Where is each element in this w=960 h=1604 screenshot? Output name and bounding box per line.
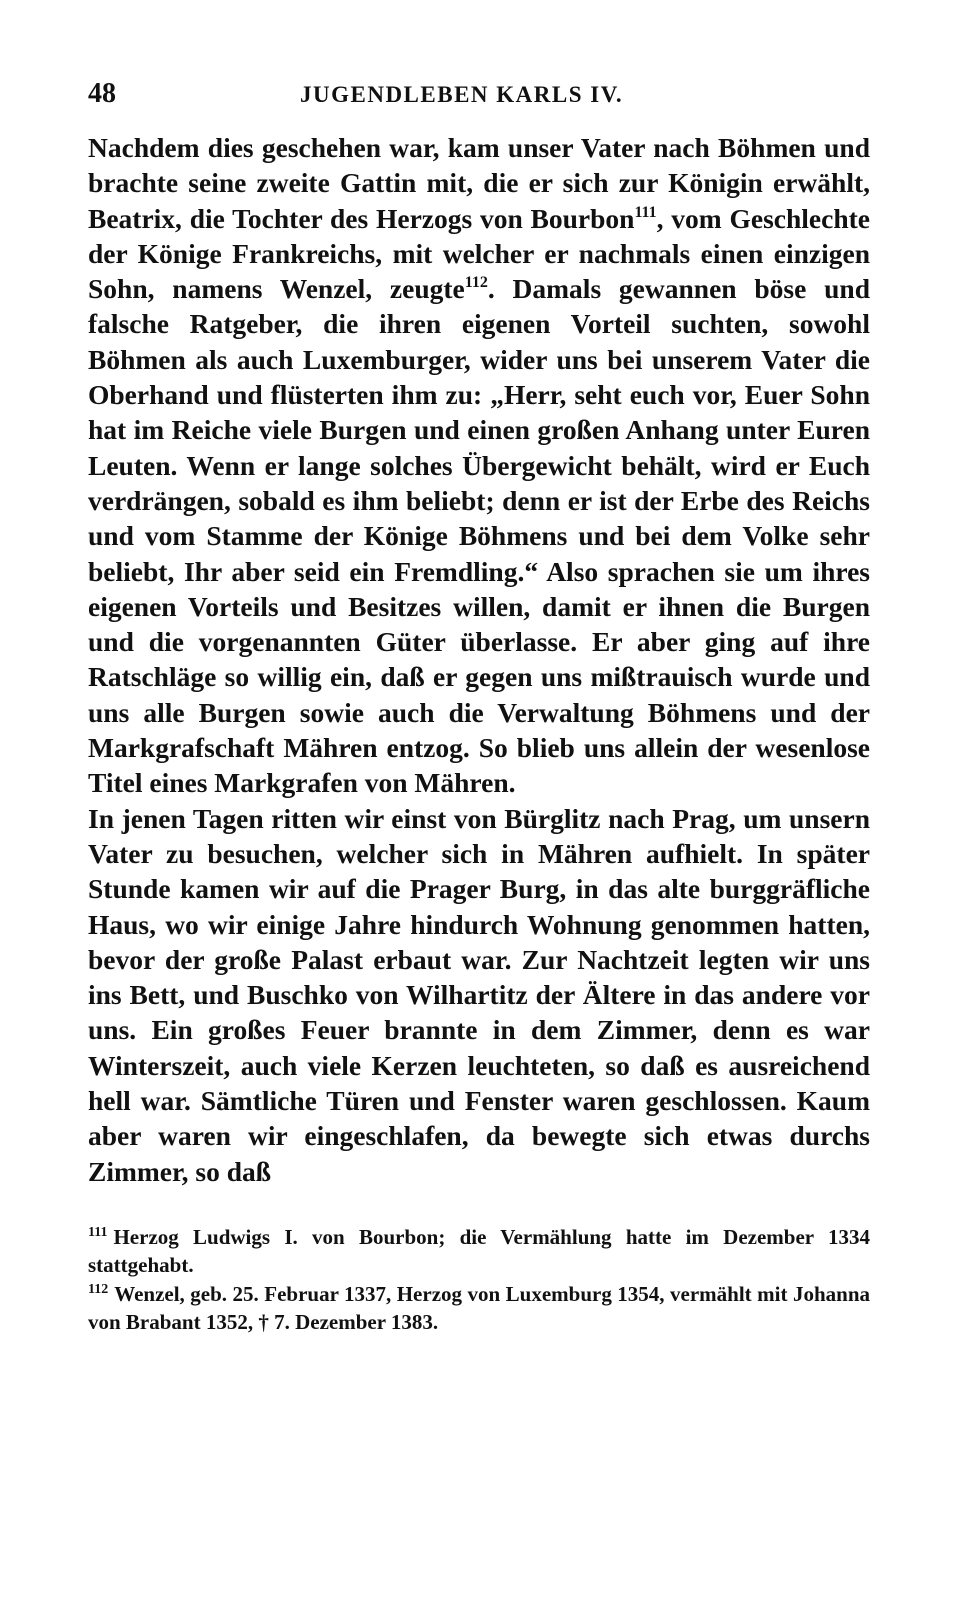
footnote-mark: 111 — [88, 1224, 108, 1240]
paragraph-1-part-c: . Damals gewannen böse und falsche Ratgeber, die ihren eigenen Vorteil suchten, sowohl Böhmen als auch Luxemburger, wider uns bei unserem Vater die Oberhand und flüsterten ihm zu: „Herr, seht euch vor, Euer Sohn hat im Reiche viele Burgen und einen großen Anhang unter Euren Leuten. Wenn er lange solches Übergewicht behält, wird er Euch verdrängen, sobald es ihm beliebt; denn er ist der Erbe des Reichs und vom Stamme der Könige Böhmens und bei dem Volke sehr beliebt, Ihr aber seid ein Fremdling.“ Also sprachen sie um ihres eigenen Vorteils und Besitzes willen, damit er ihnen die Burgen und die vorgenannten Güter überlasse. Er aber ging auf ihre Ratschläge so willig ein, daß er gegen uns mißtrauisch wurde und uns alle Burgen sowie auch die Verwaltung Böhmens und der Markgrafschaft Mähren entzog. So blieb uns allein der wesenlose Titel eines Markgrafen von Mähren. — [88, 273, 870, 799]
page-number: 48 — [88, 78, 116, 109]
page-header — [88, 72, 870, 120]
footnote-mark: 112 — [88, 1281, 109, 1297]
running-head: JUGENDLEBEN KARLS IV. — [300, 82, 624, 107]
body-text — [88, 130, 870, 1189]
footnote-ref-112: 112 — [464, 274, 488, 292]
footnote-112 — [88, 1280, 870, 1337]
footnote-text: Herzog Ludwigs I. von Bourbon; die Vermählung hatte im Dezember 1334 stattgehabt. — [88, 1224, 870, 1278]
footnote-ref-111: 111 — [634, 203, 657, 221]
paragraph-2: In jenen Tagen ritten wir einst von Bürglitz nach Prag, um unsern Vater zu besuchen, welcher sich in Mähren aufhielt. In später Stunde kamen wir auf die Prager Burg, in das alte burggräfliche Haus, wo wir einige Jahre hindurch Wohnung genommen hatten, bevor der große Palast erbaut war. Zur Nachtzeit legten wir uns ins Bett, und Buschko von Wilhartitz der Ältere in das andere vor uns. Ein großes Feuer brannte in dem Zimmer, denn es war Winterszeit, auch viele Kerzen leuchteten, so daß es ausreichend hell war. Sämtliche Türen und Fenster waren geschlossen. Kaum aber waren wir eingeschlafen, da bewegte sich etwas durchs Zimmer, so daß — [88, 802, 870, 1187]
paragraph-1 — [88, 130, 870, 801]
footnote-text: Wenzel, geb. 25. Februar 1337, Herzog von Luxemburg 1354, vermählt mit Johanna von Brabant 1352, † 7. Dezember 1383. — [88, 1281, 870, 1335]
footnote-111 — [88, 1223, 870, 1280]
paragraph-1-part-b: , vom Geschlechte der Könige Frankreichs, mit welcher er nachmals einen einzigen Sohn, namens Wenzel, zeugte — [88, 202, 870, 305]
book-page — [88, 72, 870, 1337]
paragraph-1-part-a: Nachdem dies geschehen war, kam unser Vater nach Böhmen und brachte seine zweite Gattin mit, die er sich zur Königin erwählt, Beatrix, die Tochter des Herzogs von Bourbon — [88, 132, 870, 234]
footnotes — [88, 1223, 870, 1337]
